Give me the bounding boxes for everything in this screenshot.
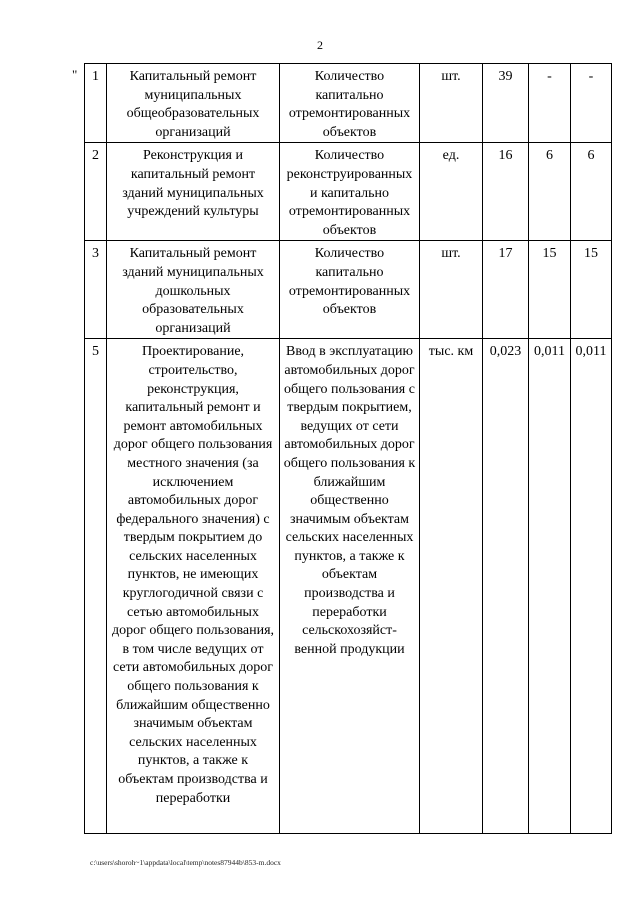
unit-cell: тыс. км [420, 339, 483, 834]
footer-file-path: c:\users\shoroh~1\appdata\local\temp\notes87944b\853-m.docx [90, 858, 281, 867]
row-number-cell: 1 [85, 64, 107, 143]
value-cell-2: 0,011 [529, 339, 571, 834]
table-row [85, 339, 612, 834]
indicator-cell: Количество капитально отремонтированных объектов [280, 64, 420, 143]
measure-name-cell: Капитальный ремонт муниципальных общеобразовательных организаций [107, 64, 280, 143]
value-cell-2: - [529, 64, 571, 143]
measure-name-cell: Реконструкция и капитальный ремонт зданий муниципальных учреждений культуры [107, 143, 280, 241]
unit-cell: шт. [420, 241, 483, 339]
measure-name-cell: Капитальный ремонт зданий муниципальных дошкольных образовательных организаций [107, 241, 280, 339]
value-cell-3: 0,011 [571, 339, 612, 834]
opening-quote-mark: " [72, 67, 78, 82]
value-cell-3: 6 [571, 143, 612, 241]
unit-cell: ед. [420, 143, 483, 241]
table-row [85, 143, 612, 241]
table-row [85, 64, 612, 143]
value-cell-2: 15 [529, 241, 571, 339]
value-cell-2: 6 [529, 143, 571, 241]
value-cell-3: 15 [571, 241, 612, 339]
value-cell-1: 17 [483, 241, 529, 339]
value-cell-1: 0,023 [483, 339, 529, 834]
value-cell-3: - [571, 64, 612, 143]
indicator-cell: Количество реконструированных и капитально отремонтированных объектов [280, 143, 420, 241]
value-cell-1: 39 [483, 64, 529, 143]
table-row [85, 241, 612, 339]
measure-name-cell: Проектирование, строительство, реконструкция, капитальный ремонт и ремонт автомобильных дорог общего пользования местного значения (за исключением автомобильных дорог федерального значения) с твердым покрытием до сельских населенных пунктов, не имеющих круглогодичной связи с сетью автомобильных дорог общего пользования, в том числе ведущих от сети автомобильных дорог общего пользования к ближайшим общественно значимым объектам сельских населенных пунктов, а также к объектам производства и переработки [107, 339, 280, 834]
unit-cell: шт. [420, 64, 483, 143]
row-number-cell: 5 [85, 339, 107, 834]
indicator-cell: Количество капитально отремонтированных объектов [280, 241, 420, 339]
value-cell-1: 16 [483, 143, 529, 241]
page-number: 2 [317, 38, 323, 52]
row-number-cell: 2 [85, 143, 107, 241]
indicator-cell: Ввод в эксплуатацию автомобильных дорог общего пользования с твердым покрытием, ведущих от сети автомобильных дорог общего пользования к ближайшим общественно значимым объектам сельских населенных пунктов, а также к объектам производства и переработки сельскохозяйст-венной продукции [280, 339, 420, 834]
indicators-table [84, 63, 612, 834]
row-number-cell: 3 [85, 241, 107, 339]
